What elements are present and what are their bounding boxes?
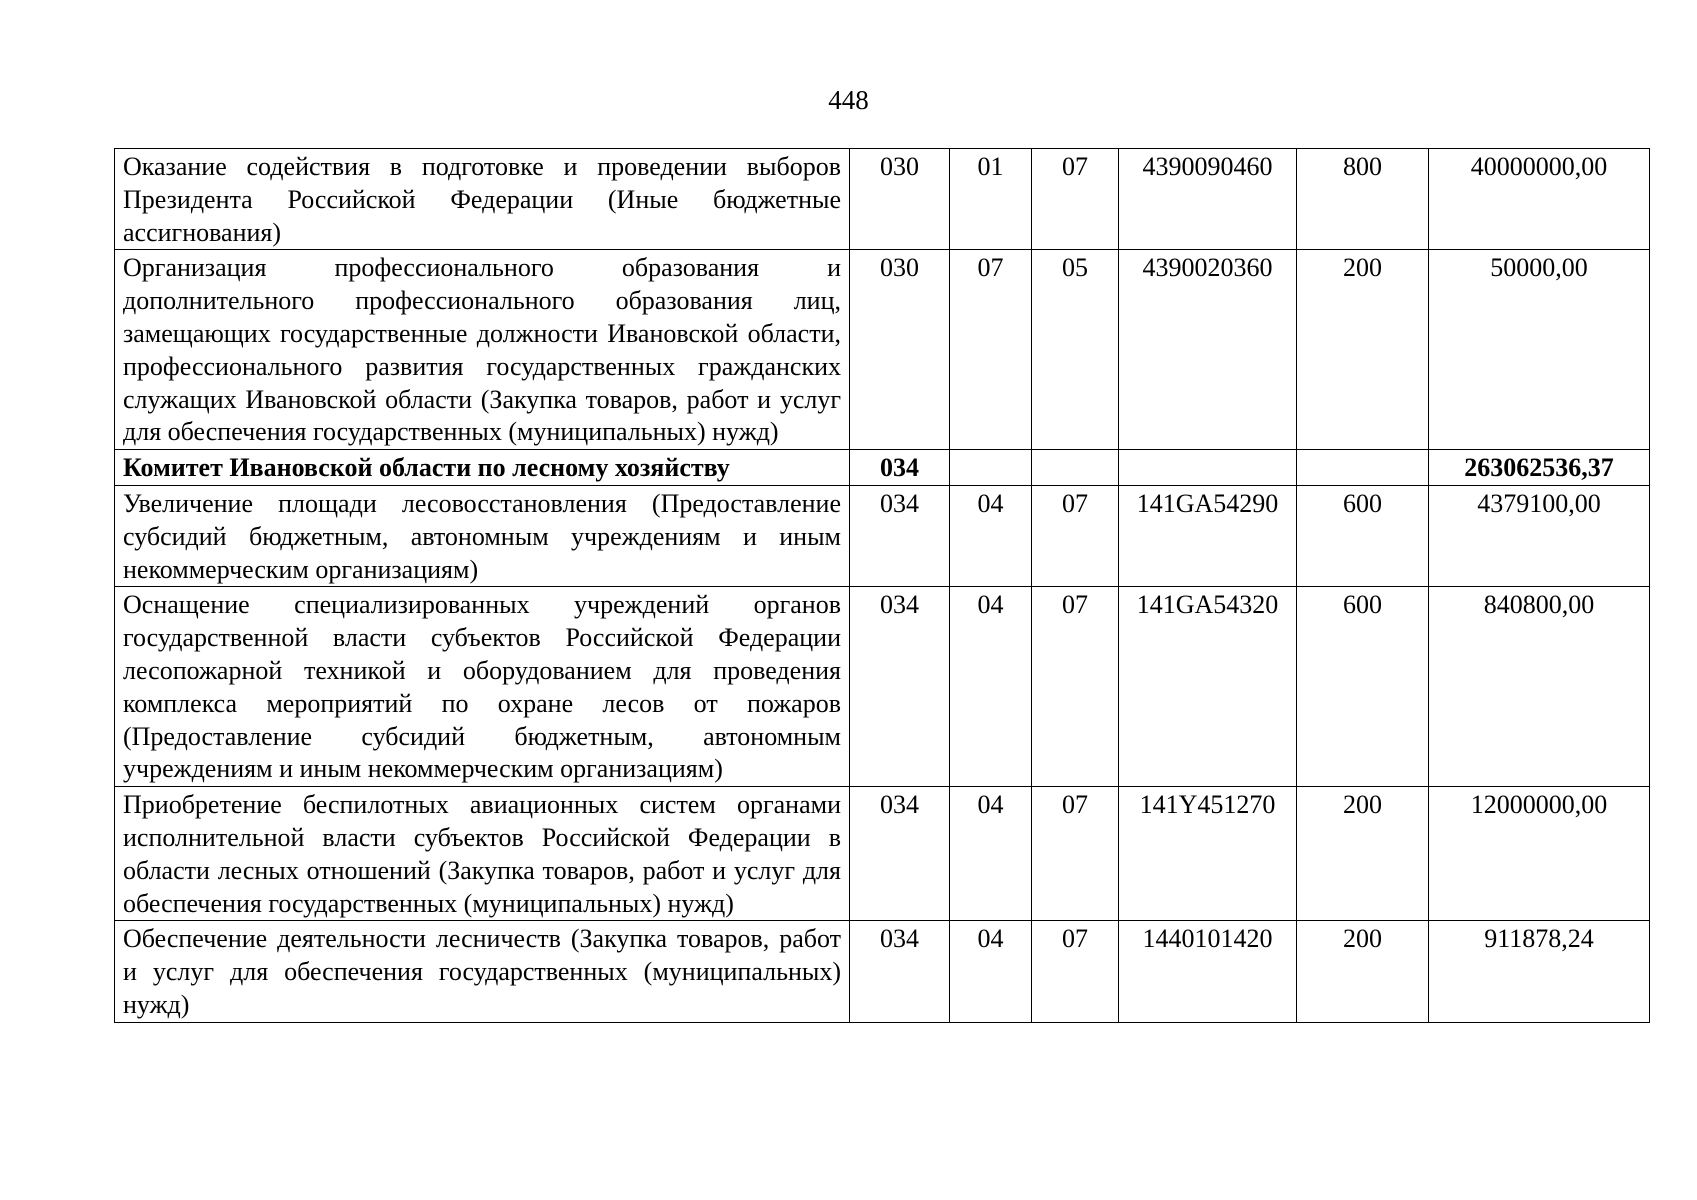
amount-value: 4379100,00 — [1429, 485, 1650, 586]
target-article-code: 141GA54290 — [1119, 485, 1297, 586]
expense-type-code: 200 — [1297, 250, 1429, 450]
amount-value: 840800,00 — [1429, 587, 1650, 787]
budget-table — [114, 148, 1650, 1023]
target-article-code: 141GA54320 — [1119, 587, 1297, 787]
target-article-code: 1440101420 — [1119, 921, 1297, 1022]
amount-value: 263062536,37 — [1429, 450, 1650, 486]
expense-type-code: 600 — [1297, 485, 1429, 586]
subsection-code: 07 — [1032, 787, 1119, 921]
ministry-code: 030 — [850, 149, 950, 250]
ministry-code: 034 — [850, 587, 950, 787]
page-number: 448 — [828, 85, 869, 115]
section-code: 04 — [950, 587, 1032, 787]
subsection-code: 07 — [1032, 587, 1119, 787]
row-description: Обеспечение деятельности лесничеств (Закупка товаров, работ и услуг для обеспечения государственных (муниципальных) нужд) — [115, 921, 850, 1022]
ministry-code: 034 — [850, 921, 950, 1022]
target-article-code: 4390090460 — [1119, 149, 1297, 250]
table-row — [115, 149, 1650, 250]
row-description: Увеличение площади лесовосстановления (Предоставление субсидий бюджетным, автономным учреждениям и иным некоммерческим организациям) — [115, 485, 850, 586]
expense-type-code: 600 — [1297, 587, 1429, 787]
row-description: Приобретение беспилотных авиационных систем органами исполнительной власти субъектов Российской Федерации в области лесных отношений (Закупка товаров, работ и услуг для обеспечения государственных (муниципальных) нужд) — [115, 787, 850, 921]
row-description: Организация профессионального образования и дополнительного профессионального образования лиц, замещающих государственные должности Ивановской области, профессионального развития государственных гражданских служащих Ивановской области (Закупка товаров, работ и услуг для обеспечения государственных (муниципальных) нужд) — [115, 250, 850, 450]
table-row-department — [115, 450, 1650, 486]
subsection-code: 07 — [1032, 485, 1119, 586]
row-description: Оказание содействия в подготовке и проведении выборов Президента Российской Федерации (Иные бюджетные ассигнования) — [115, 149, 850, 250]
subsection-code — [1032, 450, 1119, 486]
table-row — [115, 921, 1650, 1022]
ministry-code: 034 — [850, 787, 950, 921]
expense-type-code — [1297, 450, 1429, 486]
section-code — [950, 450, 1032, 486]
ministry-code: 030 — [850, 250, 950, 450]
section-code: 04 — [950, 787, 1032, 921]
amount-value: 40000000,00 — [1429, 149, 1650, 250]
ministry-code: 034 — [850, 450, 950, 486]
target-article-code: 4390020360 — [1119, 250, 1297, 450]
expense-type-code: 200 — [1297, 921, 1429, 1022]
row-description: Комитет Ивановской области по лесному хозяйству — [115, 450, 850, 486]
target-article-code — [1119, 450, 1297, 486]
subsection-code: 07 — [1032, 921, 1119, 1022]
amount-value: 50000,00 — [1429, 250, 1650, 450]
amount-value: 911878,24 — [1429, 921, 1650, 1022]
target-article-code: 141Y451270 — [1119, 787, 1297, 921]
subsection-code: 07 — [1032, 149, 1119, 250]
amount-value: 12000000,00 — [1429, 787, 1650, 921]
table-row — [115, 787, 1650, 921]
section-code: 04 — [950, 921, 1032, 1022]
section-code: 04 — [950, 485, 1032, 586]
ministry-code: 034 — [850, 485, 950, 586]
expense-type-code: 200 — [1297, 787, 1429, 921]
subsection-code: 05 — [1032, 250, 1119, 450]
section-code: 07 — [950, 250, 1032, 450]
section-code: 01 — [950, 149, 1032, 250]
table-row — [115, 250, 1650, 450]
table-body — [115, 149, 1650, 1023]
table-row — [115, 485, 1650, 586]
row-description: Оснащение специализированных учреждений органов государственной власти субъектов Российской Федерации лесопожарной техникой и оборудованием для проведения комплекса мероприятий по охране лесов от пожаров (Предоставление субсидий бюджетным, автономным учреждениям и иным некоммерческим организациям) — [115, 587, 850, 787]
expense-type-code: 800 — [1297, 149, 1429, 250]
table-row — [115, 587, 1650, 787]
